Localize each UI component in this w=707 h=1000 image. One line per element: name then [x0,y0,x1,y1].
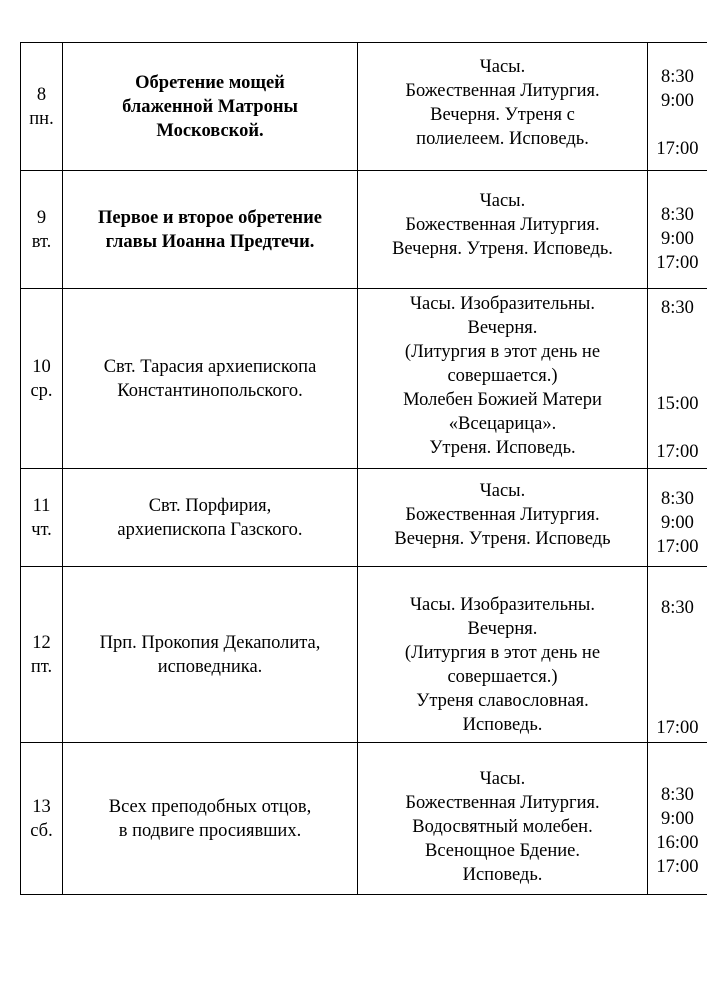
service-line: Часы. Изобразительны. [410,294,595,314]
service-time [648,320,707,344]
schedule-row [21,567,707,743]
feast-line: главы Иоанна Предтечи. [105,231,315,252]
feast-line: Обретение мощей [135,72,285,93]
service-time: 15:00 [656,394,699,414]
service-time: 17:00 [656,442,699,462]
service-time [648,692,707,716]
feast-line: Свт. Тарасия архиепископа [103,356,317,377]
feast-line: архиепископа Газского. [117,519,303,540]
service-time: 17:00 [656,856,699,877]
feast-line: в подвиге просиявших. [118,820,302,841]
time-cell [648,289,707,469]
service-line: Вечерня. [467,619,538,639]
service-time: 8:30 [661,784,694,805]
weekday: пт. [30,656,53,677]
service-time: 8:30 [661,66,694,87]
service-line: Часы. [479,57,526,77]
feast-line: Прп. Прокопия Декаполита, [99,632,321,653]
feast-cell [63,171,358,289]
feast-line: блаженной Матроны [122,96,298,117]
day-cell [21,469,63,567]
service-time: 8:30 [661,298,694,318]
day-cell [21,567,63,743]
service-line: Божественная Литургия. [405,793,600,813]
weekday: сб. [30,820,53,841]
service-time [648,620,707,644]
service-time: 17:00 [656,717,699,738]
day-cell [21,743,63,895]
service-time: 9:00 [661,90,694,111]
service-line: совершается.) [447,366,558,386]
service-line: Водосвятный молебен. [412,817,593,837]
weekday: чт. [31,519,52,540]
service-line: Часы. [479,769,526,789]
weekday: ср. [30,380,53,401]
service-line: Часы. [479,481,526,501]
schedule-row [21,469,707,567]
service-line: Вечерня. Утреня. Исповедь [394,529,611,549]
service-time [648,416,707,440]
service-time: 17:00 [656,138,699,159]
schedule-row [21,171,707,289]
service-time: 8:30 [661,488,694,509]
time-cell [648,43,707,171]
service-line: Всенощное Бдение. [424,841,581,861]
schedule-body [21,43,707,895]
service-time [648,368,707,392]
service-time: 8:30 [661,204,694,225]
service-line: Молебен Божией Матери [403,390,602,410]
service-line: «Всецарица». [448,414,557,434]
service-time: 9:00 [661,512,694,533]
feast-line: Свт. Порфирия, [148,495,272,516]
schedule-table [20,42,707,895]
service-line: (Литургия в этот день не [404,342,601,362]
service-line: Вечерня. Утреня. Исповедь. [392,239,613,259]
time-cell [648,469,707,567]
service-line: совершается.) [447,667,558,687]
services-cell [358,43,648,171]
day-number: 11 [32,495,51,516]
day-cell [21,171,63,289]
feast-cell [63,469,358,567]
day-number: 8 [36,84,47,105]
service-time [648,344,707,368]
service-line: Утреня славословная. [416,691,589,711]
day-cell [21,43,63,171]
services-cell [358,743,648,895]
services-cell [358,469,648,567]
service-time: 17:00 [656,252,699,273]
service-time: 9:00 [661,228,694,249]
service-time [648,668,707,692]
day-number: 9 [36,207,47,228]
feast-cell [63,289,358,469]
services-cell [358,567,648,743]
feast-cell [63,743,358,895]
service-line: Часы. [479,191,526,211]
service-time: 17:00 [656,536,699,557]
day-cell [21,289,63,469]
service-line: Утреня. Исповедь. [429,438,576,458]
services-cell [358,171,648,289]
schedule-row [21,289,707,469]
service-time [648,113,707,137]
feast-line: Константинопольского. [117,380,303,401]
time-cell [648,567,707,743]
feast-cell [63,567,358,743]
weekday: пн. [29,108,54,129]
feast-line: Московской. [156,120,264,141]
services-cell [358,289,648,469]
day-number: 12 [32,632,51,653]
time-cell [648,171,707,289]
service-line: полиелеем. Исповедь. [416,129,589,149]
feast-line: Всех преподобных отцов, [108,796,312,817]
schedule-row [21,743,707,895]
service-time: 16:00 [656,832,699,853]
time-cell [648,743,707,895]
feast-line: исповедника. [157,656,263,677]
service-line: Часы. Изобразительны. [410,595,595,615]
service-time: 8:30 [661,597,694,618]
service-line: (Литургия в этот день не [404,643,601,663]
service-line: Божественная Литургия. [405,81,600,101]
feast-cell [63,43,358,171]
service-line: Вечерня. [467,318,538,338]
schedule-row [21,43,707,171]
day-number: 10 [32,356,51,377]
service-line: Исповедь. [462,865,543,885]
service-line: Божественная Литургия. [405,215,600,235]
service-line: Вечерня. Утреня с [430,105,575,125]
service-line: Исповедь. [462,715,543,735]
service-line: Божественная Литургия. [405,505,600,525]
service-time [648,644,707,668]
weekday: вт. [31,231,52,252]
service-time: 9:00 [661,808,694,829]
feast-line: Первое и второе обретение [98,207,322,228]
day-number: 13 [32,796,51,817]
